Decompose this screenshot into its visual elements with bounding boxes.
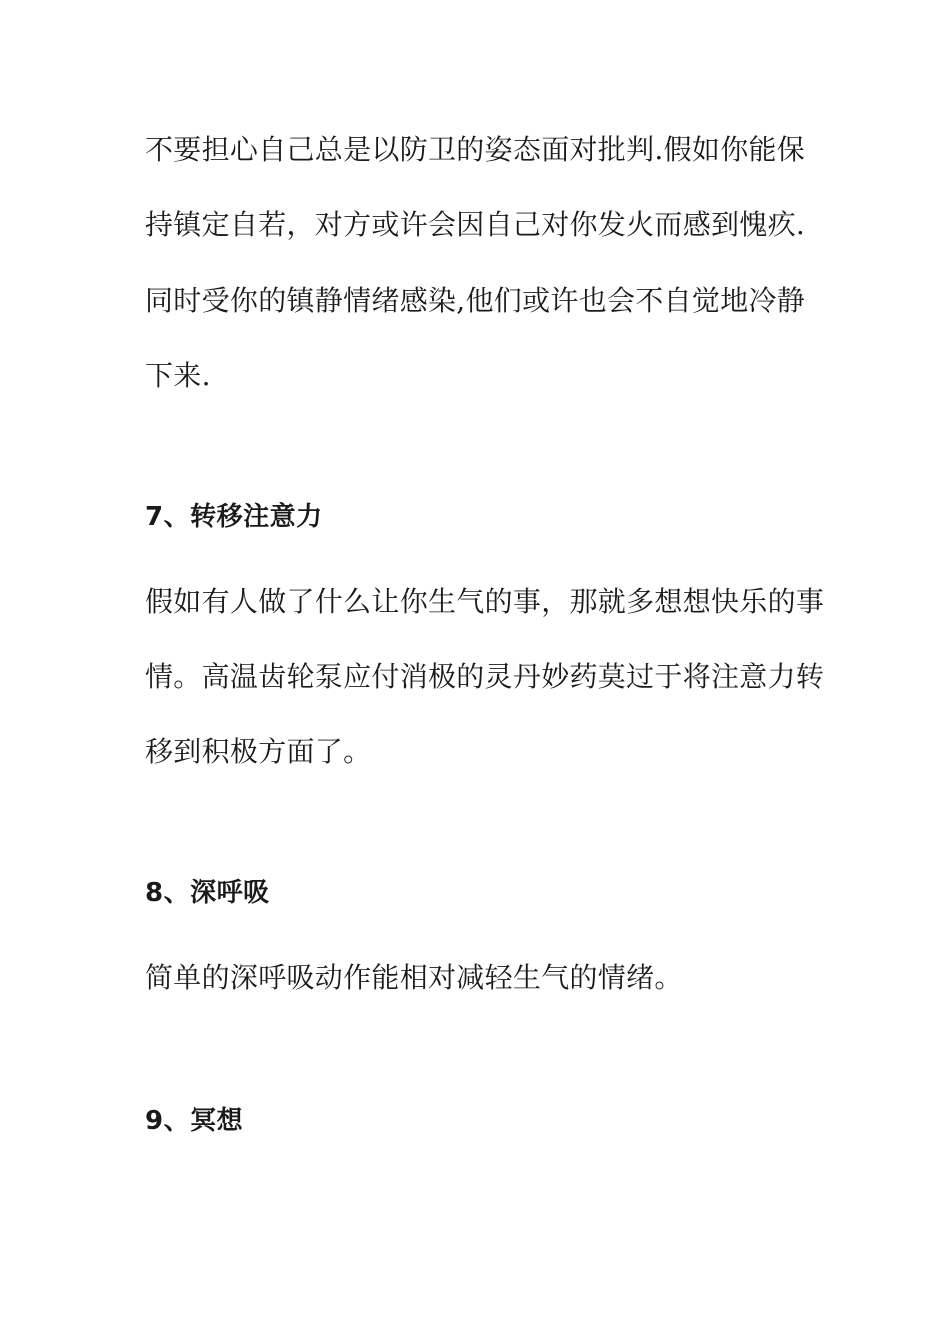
section-heading-9: 9、冥想 xyxy=(145,1106,244,1136)
paragraph-line: 不要担心自己总是以防卫的姿态面对批判.假如你能保 xyxy=(145,133,806,166)
paragraph-line: 同时受你的镇静情绪感染,他们或许也会不自觉地冷静 xyxy=(145,284,806,317)
paragraph-line: 下来. xyxy=(145,359,211,392)
paragraph-line: 情。高温齿轮泵应付消极的灵丹妙药莫过于将注意力转 xyxy=(145,660,825,693)
paragraph-line: 假如有人做了什么让你生气的事，那就多想想快乐的事 xyxy=(145,585,825,618)
paragraph-line: 简单的深呼吸动作能相对减轻生气的情绪。 xyxy=(145,961,683,994)
paragraph-line: 持镇定自若，对方或许会因自己对你发火而感到愧疚. xyxy=(145,208,806,241)
section-heading-7: 7、转移注意力 xyxy=(145,502,323,532)
section-heading-8: 8、深呼吸 xyxy=(145,878,270,908)
paragraph-line: 移到积极方面了。 xyxy=(145,735,372,768)
